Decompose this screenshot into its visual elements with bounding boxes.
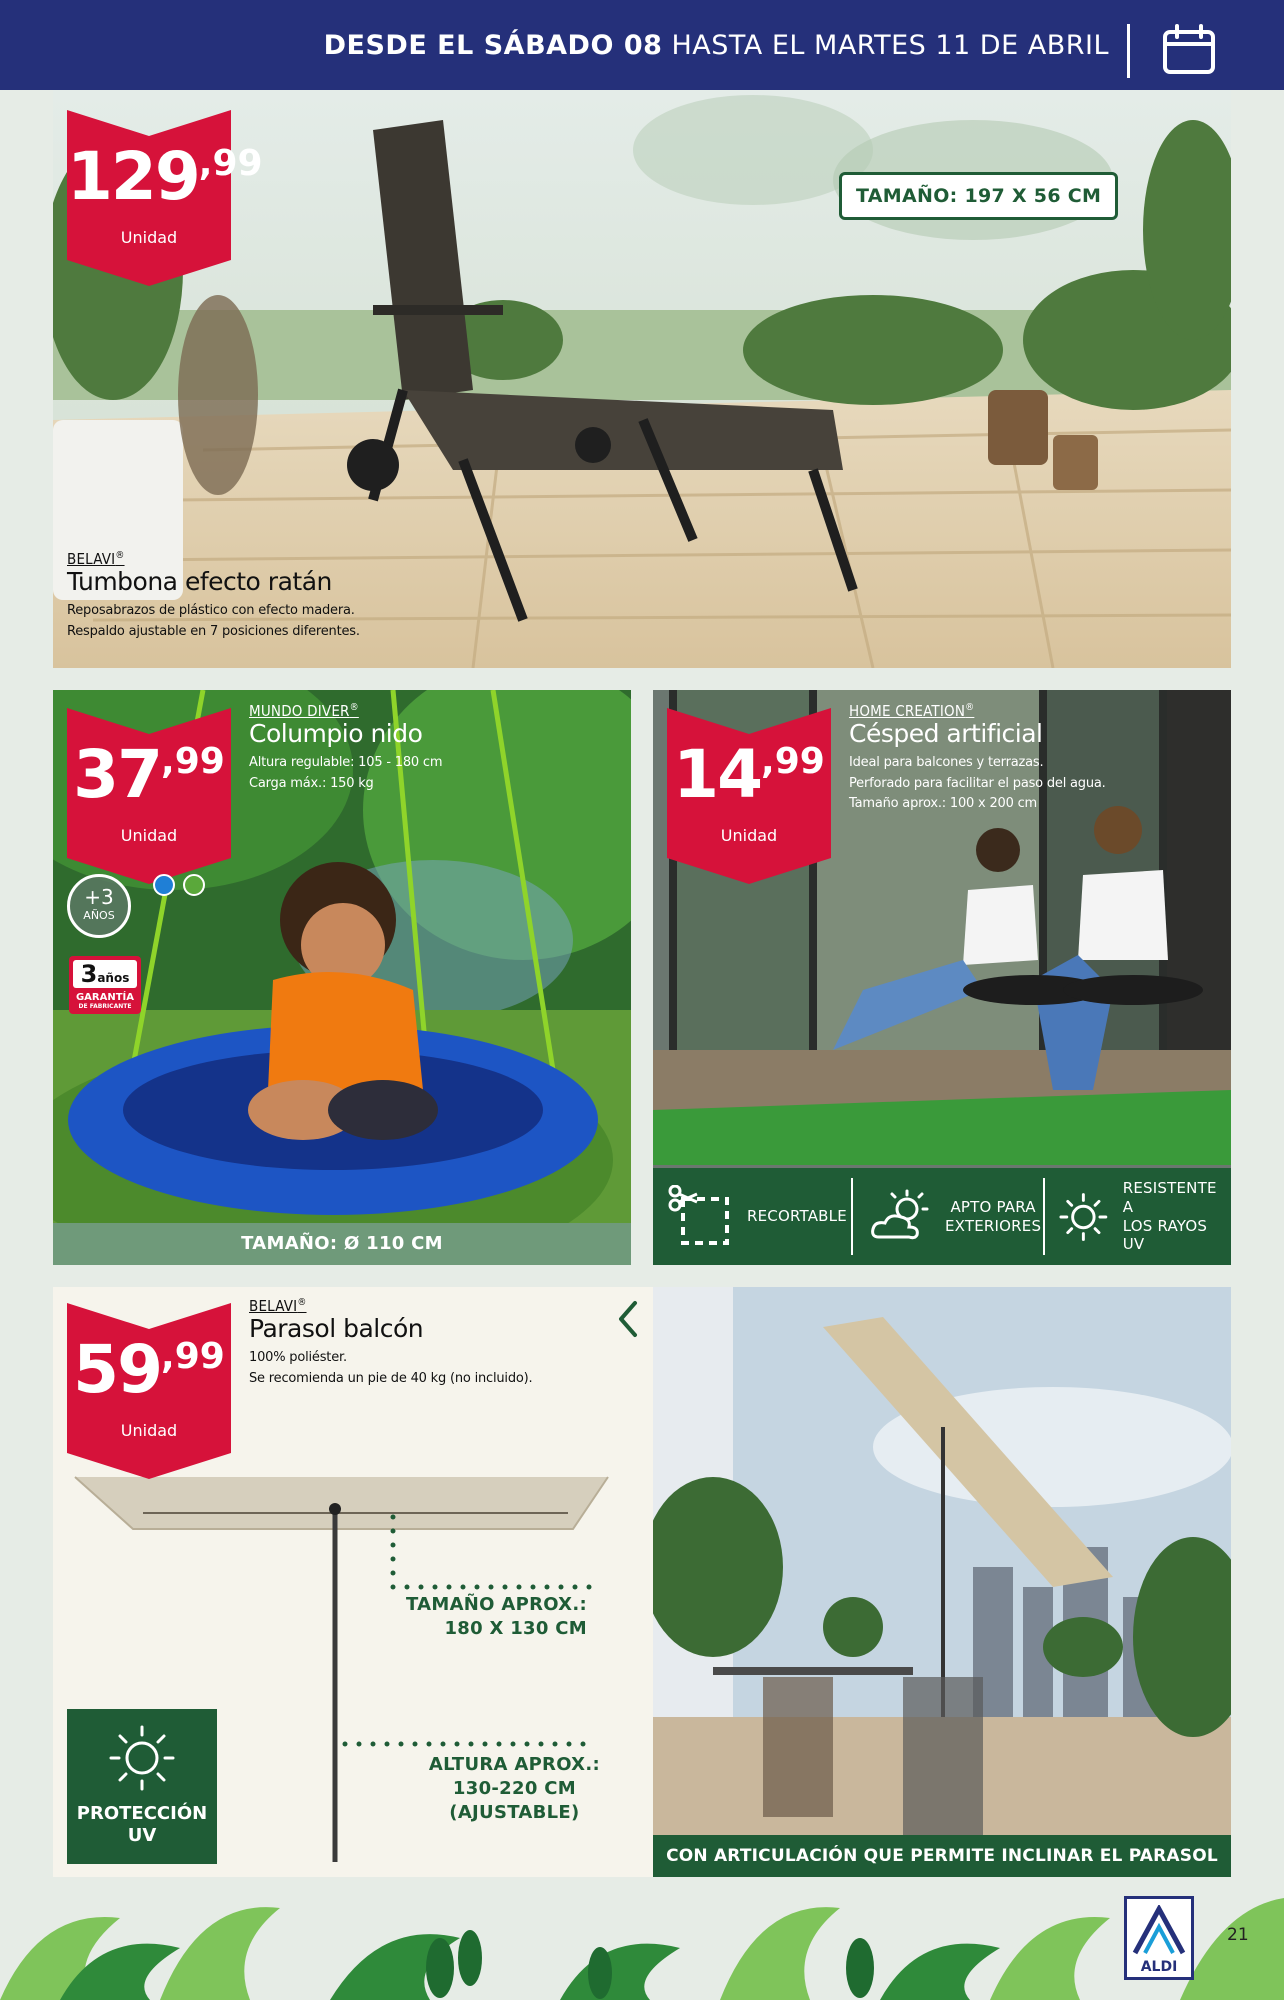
product-description-1: 100% poliéster. bbox=[249, 1349, 347, 1365]
brand-name: MUNDO DIVER® bbox=[249, 702, 359, 720]
size-bar: TAMAÑO: Ø 110 CM bbox=[53, 1223, 631, 1265]
brand-name: BELAVI® bbox=[249, 1297, 307, 1315]
price-tag bbox=[667, 708, 831, 884]
product-info bbox=[249, 702, 442, 794]
date-header-bar bbox=[0, 0, 1284, 90]
aldi-logo[interactable] bbox=[1124, 1896, 1194, 1980]
product-name: Césped artificial bbox=[849, 719, 1043, 748]
product-description-1: Altura regulable: 105 - 180 cm bbox=[249, 754, 443, 770]
feature-cuttable: RECORTABLE bbox=[667, 1168, 847, 1265]
product-description-2: Se recomienda un pie de 40 kg (no incluido). bbox=[249, 1370, 533, 1386]
price-cents: ,99 bbox=[161, 1336, 225, 1377]
height-annotation: ALTURA APROX.: 130-220 CM (AJUSTABLE) bbox=[428, 1754, 600, 1823]
page-number: 21 bbox=[1227, 1925, 1249, 1945]
brand-name: BELAVI® bbox=[67, 550, 125, 568]
product-parasol-panel[interactable] bbox=[53, 1287, 1231, 1877]
uv-protection-badge: PROTECCIÓN UV bbox=[67, 1709, 217, 1864]
product-description-2: Respaldo ajustable en 7 posiciones diferentes. bbox=[67, 623, 360, 639]
product-info bbox=[249, 1297, 532, 1389]
age-badge: +3 AÑOS bbox=[67, 874, 131, 938]
color-option-blue[interactable] bbox=[153, 874, 175, 896]
footer-foliage bbox=[0, 1878, 1284, 2000]
price-cents: ,99 bbox=[761, 741, 825, 782]
price-tag bbox=[67, 708, 231, 884]
feature-divider bbox=[1043, 1178, 1045, 1255]
product-description-3: Tamaño aprox.: 100 x 200 cm bbox=[849, 796, 1038, 812]
aldi-logo-text: ALDI bbox=[1140, 1959, 1178, 1975]
product-description-2: Perforado para facilitar el paso del agua. bbox=[849, 775, 1106, 791]
feature-bar bbox=[653, 1168, 1231, 1265]
price-integer: 14 bbox=[673, 736, 762, 813]
product-name: Columpio nido bbox=[249, 719, 423, 748]
calendar-icon[interactable] bbox=[1162, 24, 1216, 76]
product-name: Parasol balcón bbox=[249, 1314, 424, 1343]
product-info bbox=[849, 702, 1106, 815]
price-cents: ,99 bbox=[198, 143, 263, 184]
product-name: Tumbona efecto ratán bbox=[67, 567, 332, 596]
product-description-2: Carga máx.: 150 kg bbox=[249, 775, 374, 791]
product-swing-panel[interactable] bbox=[53, 690, 631, 1265]
feature-outdoor: APTO PARA EXTERIORES bbox=[869, 1168, 1041, 1265]
price-tag bbox=[67, 110, 263, 286]
size-annotation: TAMAÑO APROX.: 180 X 130 CM bbox=[405, 1594, 587, 1639]
product-artificial-grass-panel[interactable] bbox=[653, 690, 1231, 1265]
aldi-logo-mark bbox=[1127, 1905, 1191, 1957]
sun-icon bbox=[1058, 1191, 1109, 1243]
feature-uv-resistant: RESISTENTE A LOS RAYOS UV bbox=[1058, 1168, 1231, 1265]
price-cents: ,99 bbox=[161, 741, 225, 782]
color-option-green[interactable] bbox=[183, 874, 205, 896]
price-unit: Unidad bbox=[720, 826, 778, 845]
price-integer: 129 bbox=[67, 138, 199, 215]
parasol-balcony-photo bbox=[653, 1287, 1231, 1877]
weather-cloud-sun-icon bbox=[869, 1187, 931, 1247]
size-badge: TAMAÑO: 197 X 56 CM bbox=[839, 172, 1118, 220]
header-divider bbox=[1127, 24, 1130, 78]
feature-divider bbox=[851, 1178, 853, 1255]
tilt-caption: CON ARTICULACIÓN QUE PERMITE INCLINAR EL PARASOL bbox=[653, 1835, 1231, 1877]
product-description-1: Ideal para balcones y terrazas. bbox=[849, 754, 1044, 770]
product-info bbox=[67, 550, 360, 642]
product-lounger-panel[interactable] bbox=[53, 90, 1231, 668]
price-tag bbox=[67, 1303, 231, 1479]
offer-date-range: DESDE EL SÁBADO 08 HASTA EL MARTES 11 DE ABRIL bbox=[323, 30, 1109, 61]
price-unit: Unidad bbox=[120, 826, 178, 845]
product-description-1: Reposabrazos de plástico con efecto madera. bbox=[67, 602, 355, 618]
chevron-left-icon[interactable] bbox=[615, 1299, 641, 1339]
price-unit: Unidad bbox=[120, 228, 178, 247]
sun-icon bbox=[107, 1723, 177, 1793]
price-integer: 59 bbox=[73, 1331, 162, 1408]
warranty-badge: 3años GARANTÍA DE FABRICANTE bbox=[69, 956, 141, 1014]
parasol-balcony-photo-area bbox=[653, 1287, 1231, 1877]
price-unit: Unidad bbox=[120, 1421, 178, 1440]
brand-name: HOME CREATION® bbox=[849, 702, 975, 720]
scissors-cut-icon bbox=[667, 1185, 733, 1249]
price-integer: 37 bbox=[73, 736, 162, 813]
